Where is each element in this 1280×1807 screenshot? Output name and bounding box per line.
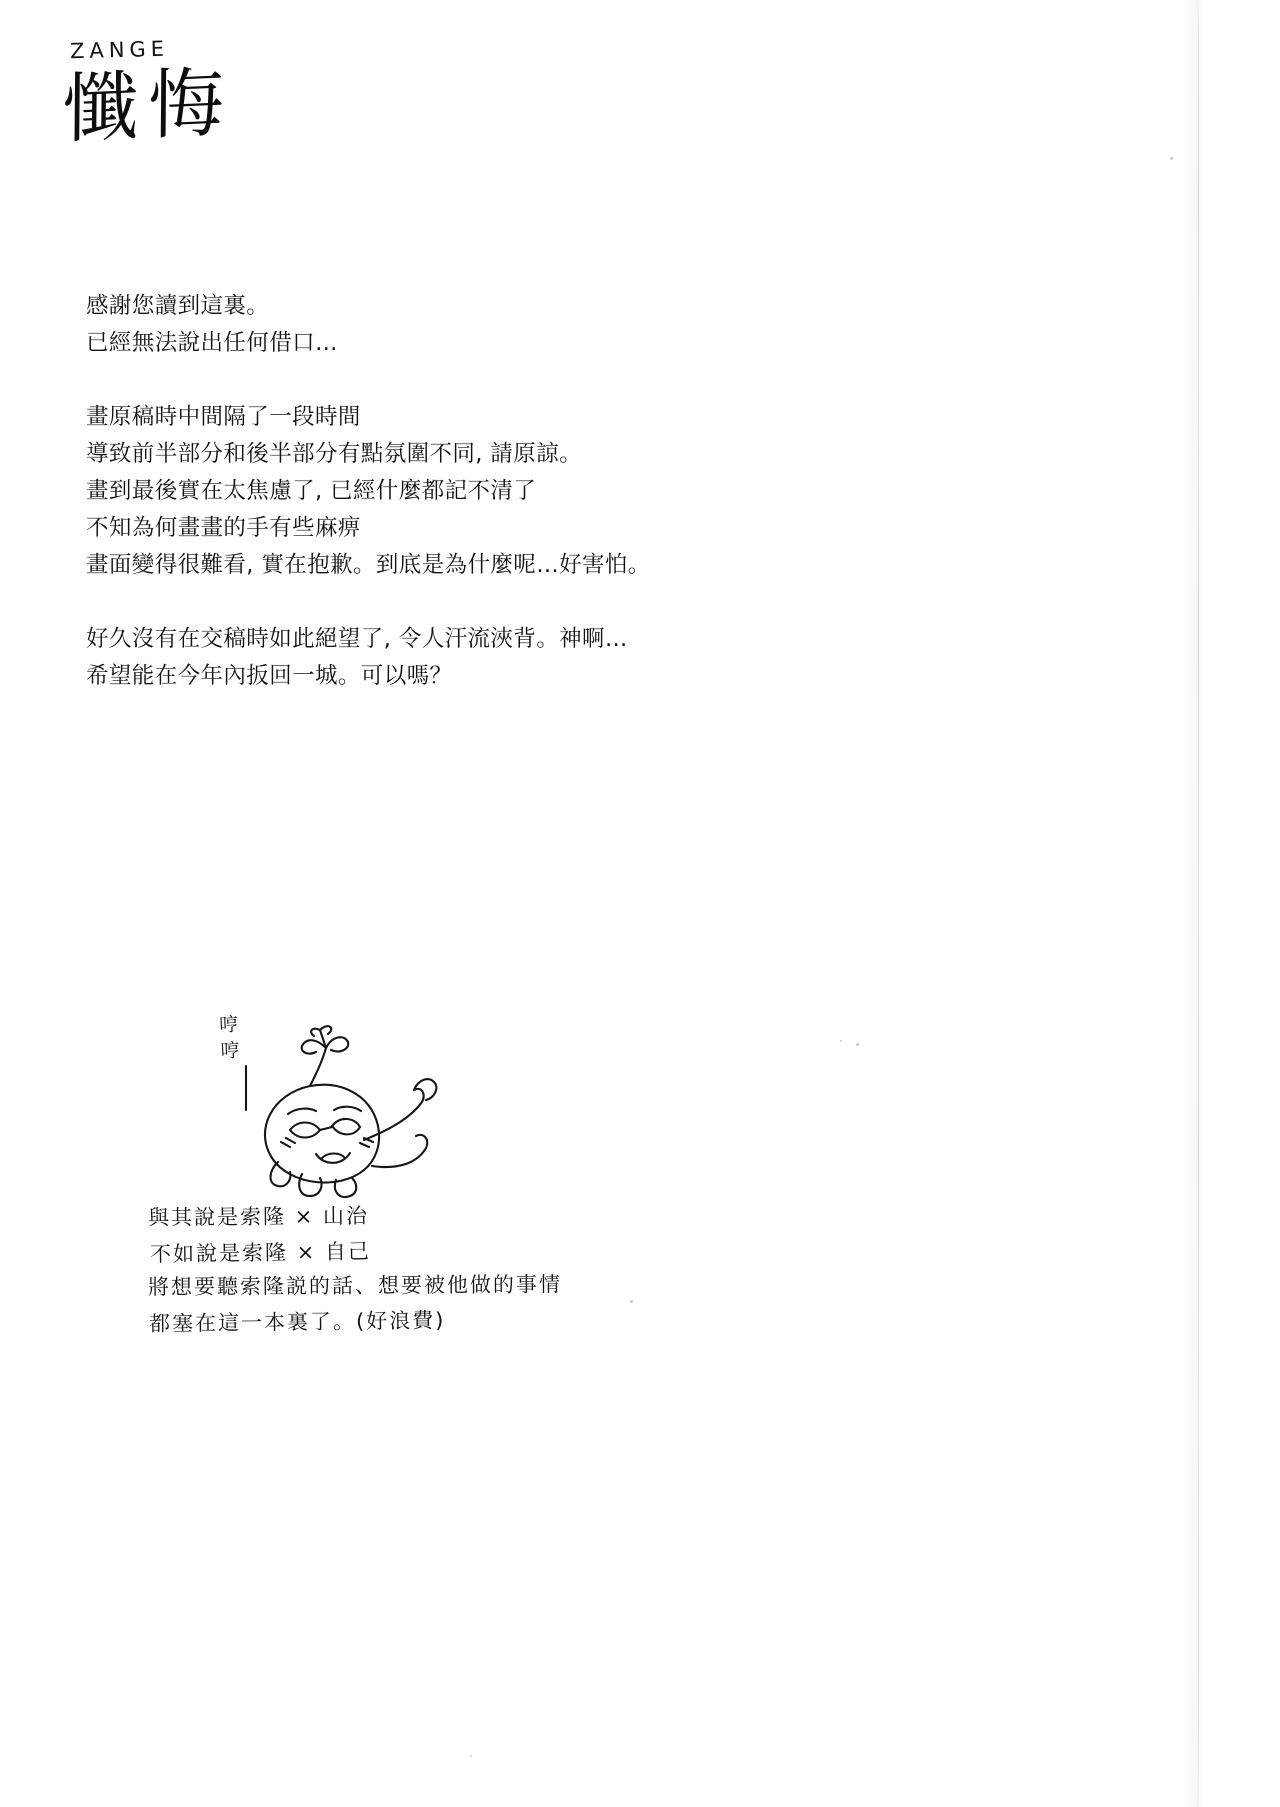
- caption-line: 都塞在這一本裏了。(好浪費): [148, 1308, 446, 1336]
- doodle-sfx-text: [219, 1012, 241, 1065]
- paragraph: [86, 288, 846, 362]
- fold-line: [1198, 0, 1199, 1807]
- title-romaji: ZANGE: [69, 36, 170, 64]
- caption-line: 與其說是索隆 × 山治: [147, 1203, 370, 1230]
- scan-speck: [856, 1043, 859, 1046]
- afterword-text: [86, 288, 846, 695]
- sfx-line: 哼: [218, 1013, 239, 1037]
- scan-binding-edge: [1070, 0, 1280, 1807]
- text-line: 希望能在今年內扳回一城。可以嗎？: [86, 663, 453, 689]
- caption-line: 將想要聽索隆説的話、想要被他做的事情: [147, 1272, 563, 1300]
- handwritten-caption: [148, 1198, 788, 1338]
- text-line: 畫原稿時中間隔了一段時間: [86, 404, 361, 430]
- scan-speck: [470, 1755, 472, 1757]
- fold-shadow: [1182, 0, 1202, 1807]
- paragraph: [86, 399, 846, 584]
- title-block: [62, 38, 362, 188]
- text-line: 感謝您讀到這裏。: [86, 293, 270, 319]
- scan-speck: [630, 1300, 633, 1303]
- sfx-line: 哼: [220, 1039, 241, 1063]
- scan-speck: [840, 1040, 842, 1042]
- text-line: 好久沒有在交稿時如此絕望了, 令人汗流浹背。神啊…: [86, 626, 628, 652]
- text-line: 已經無法說出任何借口…: [86, 330, 338, 356]
- text-line: 畫到最後實在太焦慮了, 已經什麼都記不清了: [86, 478, 537, 504]
- caption-line: 不如說是索隆 × 自己: [149, 1239, 372, 1267]
- paragraph: [86, 621, 846, 695]
- text-line: 畫面變得很難看, 實在抱歉。到底是為什麼呢…好害怕。: [86, 552, 651, 578]
- title-kanji: 懺悔: [61, 57, 235, 154]
- text-line: 導致前半部分和後半部分有點氛圍不同, 請原諒。: [86, 441, 583, 467]
- scan-speck: [1170, 157, 1173, 160]
- doodle-illustration: [150, 990, 670, 1220]
- text-line: 不知為何畫畫的手有些麻痹: [86, 515, 361, 541]
